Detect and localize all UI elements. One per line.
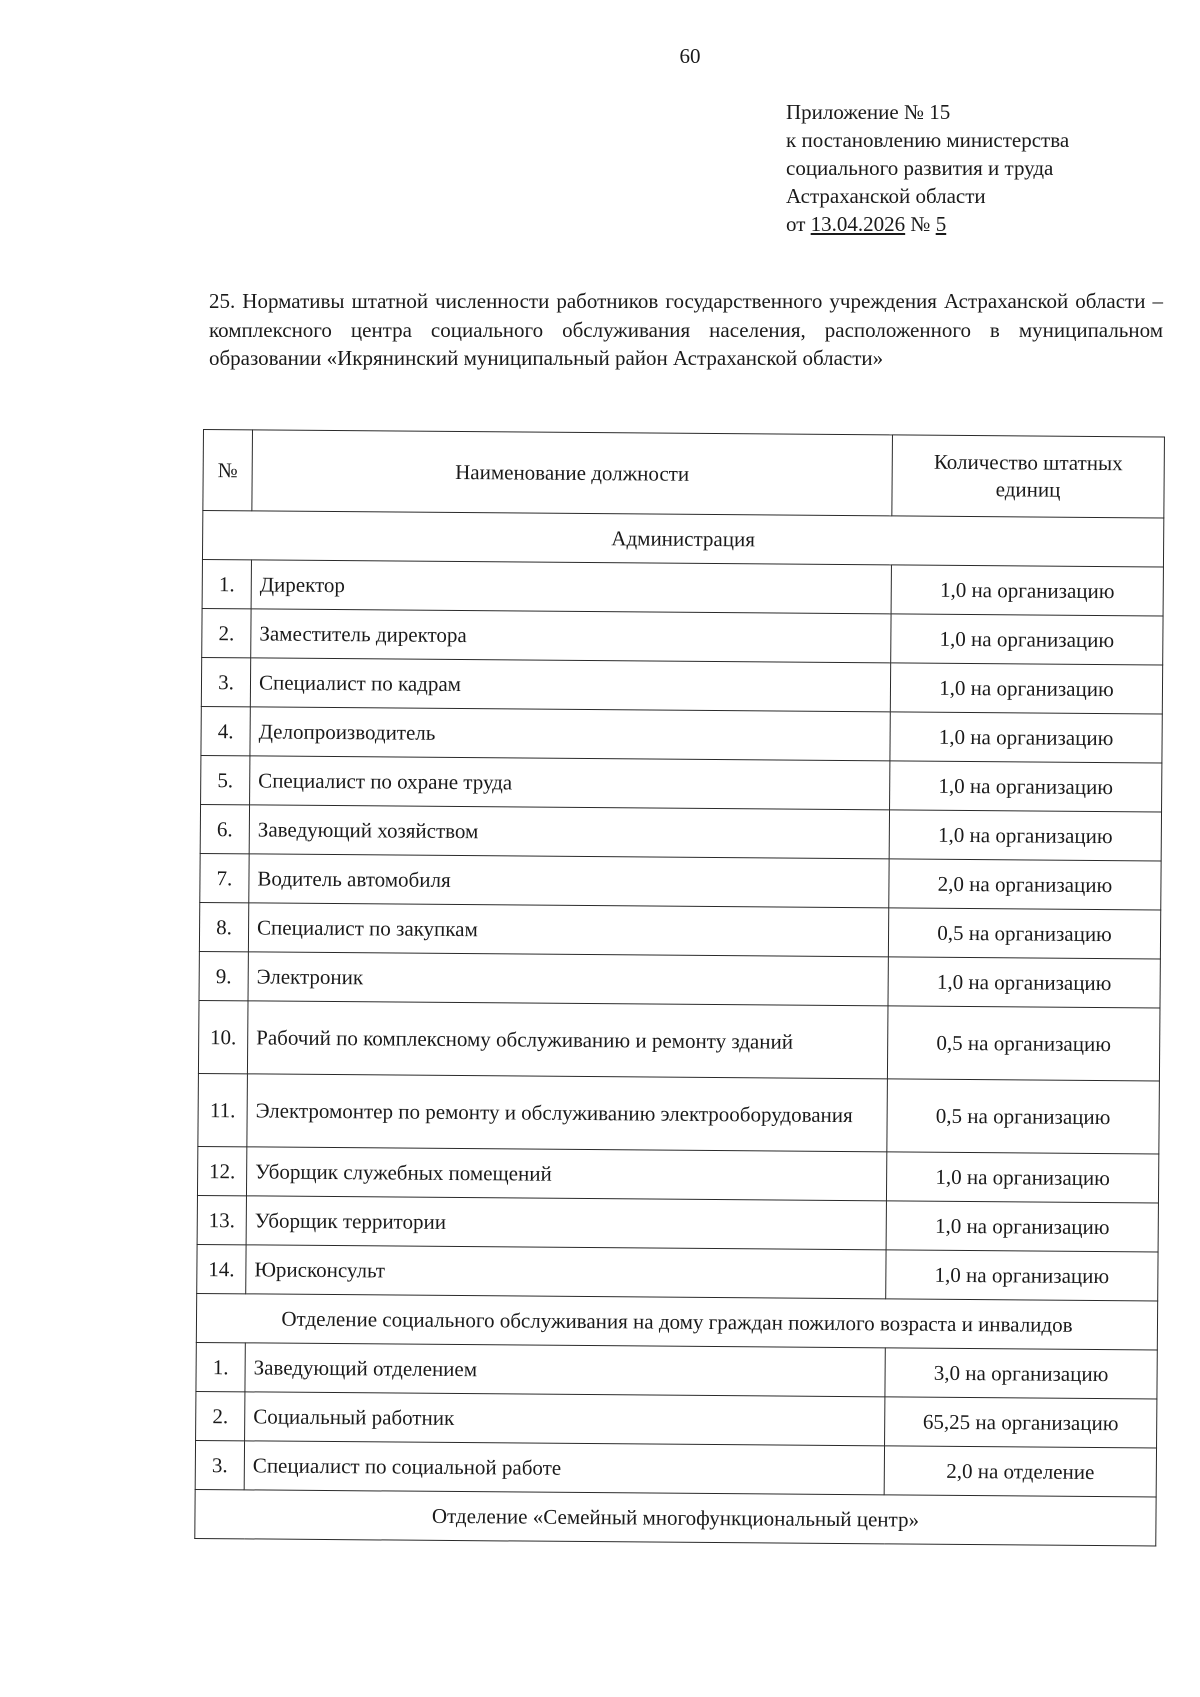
table-row — [201, 706, 1162, 763]
table-row — [200, 853, 1161, 910]
position-name: Заведующий отделением — [245, 1343, 885, 1397]
position-name: Уборщик служебных помещений — [246, 1147, 886, 1201]
table-row — [196, 1342, 1157, 1399]
section-title: Отделение социального обслуживания на дому граждан пожилого возраста и инвалидов — [196, 1293, 1157, 1350]
row-number: 13. — [197, 1195, 246, 1244]
position-name: Делопроизводитель — [250, 707, 890, 761]
appendix-date-line — [786, 210, 1069, 238]
appendix-title: Приложение № 15 — [786, 100, 951, 124]
section-header-row — [195, 1489, 1156, 1546]
table-row — [199, 902, 1160, 959]
staff-quantity: 1,0 на организацию — [888, 957, 1160, 1008]
table-row — [201, 657, 1162, 714]
position-name: Электромонтер по ремонту и обслуживанию электрооборудования — [247, 1074, 888, 1152]
position-name: Электроник — [248, 952, 888, 1006]
row-number: 4. — [201, 706, 250, 755]
staff-quantity: 1,0 на организацию — [891, 614, 1163, 665]
row-number: 9. — [199, 951, 248, 1000]
row-number: 1. — [196, 1342, 245, 1391]
staff-quantity: 1,0 на организацию — [886, 1250, 1158, 1301]
staff-quantity: 1,0 на организацию — [889, 810, 1161, 861]
table-row — [197, 1195, 1158, 1252]
number-prefix: № — [910, 212, 931, 236]
position-name: Рабочий по комплексному обслуживанию и ремонту зданий — [247, 1001, 888, 1079]
page-number: 60 — [679, 44, 701, 68]
staff-quantity: 1,0 на организацию — [886, 1201, 1158, 1252]
position-name: Специалист по охране труда — [250, 756, 890, 810]
date-prefix: от — [786, 212, 806, 236]
staff-quantity: 3,0 на организацию — [885, 1348, 1157, 1399]
position-name: Водитель автомобиля — [249, 854, 889, 908]
table-row — [200, 804, 1161, 861]
position-name: Директор — [251, 560, 891, 614]
table-row — [202, 559, 1163, 616]
staff-quantity: 1,0 на организацию — [890, 712, 1162, 763]
appendix-line: социального развития и труда — [786, 156, 1054, 180]
table-row — [199, 951, 1160, 1008]
table-row — [198, 1000, 1160, 1081]
staff-quantity: 1,0 на организацию — [890, 663, 1162, 714]
staff-quantity: 65,25 на организацию — [885, 1397, 1157, 1448]
header-num: № — [203, 430, 253, 511]
table-row — [195, 1440, 1156, 1497]
position-name: Специалист по закупкам — [248, 903, 888, 957]
table-row — [197, 1244, 1158, 1301]
section-header-row — [202, 511, 1163, 568]
position-name: Заместитель директора — [251, 609, 891, 663]
row-number: 2. — [196, 1391, 245, 1440]
row-number: 14. — [197, 1244, 246, 1293]
document-heading: 25. Нормативы штатной численности работников государственного учреждения Астраханской области – комплексного центра социального обслуживания населения, расположенного в муниципальном образовании «Икрянинский муниципальный район Астраханской области» — [209, 289, 1163, 370]
row-number: 2. — [202, 608, 251, 657]
table-row — [197, 1146, 1158, 1203]
table-row — [198, 1073, 1160, 1154]
row-number: 3. — [201, 657, 250, 706]
row-number: 5. — [201, 755, 250, 804]
position-name: Специалист по социальной работе — [244, 1441, 884, 1495]
table-row — [202, 608, 1163, 665]
position-name: Юрисконсульт — [246, 1245, 886, 1299]
row-number: 1. — [202, 559, 251, 608]
row-number: 3. — [195, 1440, 244, 1489]
appendix-line: Астраханской области — [786, 184, 986, 208]
staff-quantity: 0,5 на организацию — [888, 908, 1160, 959]
position-name: Уборщик территории — [246, 1196, 886, 1250]
decree-number: 5 — [935, 212, 947, 236]
row-number: 10. — [198, 1000, 248, 1073]
position-name: Специалист по кадрам — [250, 658, 890, 712]
row-number: 8. — [199, 902, 248, 951]
appendix-block — [786, 98, 1069, 238]
position-name: Заведующий хозяйством — [249, 805, 889, 859]
section-title: Администрация — [202, 511, 1163, 568]
section-title: Отделение «Семейный многофункциональный центр» — [195, 1489, 1156, 1546]
staff-quantity: 1,0 на организацию — [890, 761, 1162, 812]
staff-quantity: 0,5 на организацию — [887, 1006, 1160, 1081]
table-header-row — [203, 430, 1165, 519]
row-number: 7. — [200, 853, 249, 902]
staff-quantity: 1,0 на организацию — [886, 1152, 1158, 1203]
table-row — [196, 1391, 1157, 1448]
staff-quantity: 1,0 на организацию — [891, 565, 1163, 616]
staff-quantity: 2,0 на отделение — [884, 1446, 1156, 1497]
section-header-row — [196, 1293, 1157, 1350]
header-position: Наименование должности — [252, 430, 893, 516]
row-number: 11. — [198, 1073, 248, 1146]
row-number: 12. — [197, 1146, 246, 1195]
row-number: 6. — [200, 804, 249, 853]
table-row — [201, 755, 1162, 812]
staff-quantity: 0,5 на организацию — [887, 1079, 1160, 1154]
staffing-table — [194, 429, 1165, 1547]
position-name: Социальный работник — [245, 1392, 885, 1446]
appendix-line: к постановлению министерства — [786, 128, 1070, 152]
header-quantity: Количество штатных единиц — [892, 435, 1165, 518]
staff-quantity: 2,0 на организацию — [889, 859, 1161, 910]
table-body — [195, 511, 1164, 1547]
decree-date: 13.04.2026 — [810, 212, 906, 236]
